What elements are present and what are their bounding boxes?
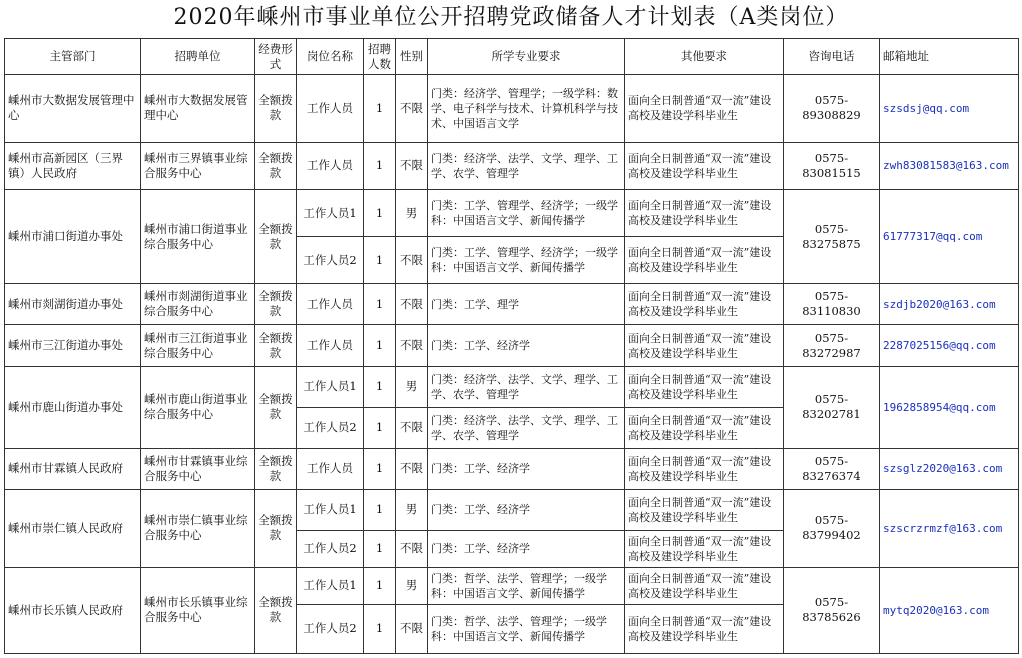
cell-gender: 不限 <box>396 284 428 325</box>
cell-other: 面向全日制普通“双一流”建设高校及建设学科毕业生 <box>625 142 784 189</box>
cell-gender: 男 <box>396 567 428 604</box>
cell-gender: 男 <box>396 366 428 407</box>
cell-dept: 嵊州市浦口街道办事处 <box>5 189 141 283</box>
cell-count: 1 <box>364 448 396 489</box>
cell-gender: 不限 <box>396 407 428 448</box>
header-dept: 主管部门 <box>5 39 141 75</box>
header-gender: 性别 <box>396 39 428 75</box>
cell-unit: 嵊州市剡湖街道事业综合服务中心 <box>141 284 255 325</box>
cell-dept: 嵊州市长乐镇人民政府 <box>5 567 141 653</box>
cell-unit: 嵊州市浦口街道事业综合服务中心 <box>141 189 255 283</box>
cell-fund: 全额拨款 <box>255 189 297 283</box>
cell-phone: 0575-83202781 <box>784 366 880 448</box>
table-row <box>5 284 1019 325</box>
cell-major: 门类：经济学、法学、文学、理学、工学、农学、管理学 <box>428 407 625 448</box>
cell-gender: 不限 <box>396 448 428 489</box>
table-row <box>5 448 1019 489</box>
cell-email: szsglz2020@163.com <box>880 448 1019 489</box>
cell-major: 门类：工学、管理学、经济学；一级学科：中国语言文学、新闻传播学 <box>428 237 625 284</box>
cell-other: 面向全日制普通“双一流”建设高校及建设学科毕业生 <box>625 407 784 448</box>
cell-unit: 嵊州市三界镇事业综合服务中心 <box>141 142 255 189</box>
cell-fund: 全额拨款 <box>255 75 297 143</box>
cell-fund: 全额拨款 <box>255 448 297 489</box>
cell-other: 面向全日制普通“双一流”建设高校及建设学科毕业生 <box>625 448 784 489</box>
cell-email: mytq2020@163.com <box>880 567 1019 653</box>
cell-gender: 不限 <box>396 530 428 567</box>
cell-other: 面向全日制普通“双一流”建设高校及建设学科毕业生 <box>625 567 784 604</box>
cell-phone: 0575-89308829 <box>784 75 880 143</box>
cell-major: 门类：哲学、法学、管理学；一级学科：中国语言文学、新闻传播学 <box>428 567 625 604</box>
cell-count: 1 <box>364 142 396 189</box>
cell-count: 1 <box>364 189 396 236</box>
cell-dept: 嵊州市高新园区（三界镇）人民政府 <box>5 142 141 189</box>
cell-count: 1 <box>364 407 396 448</box>
cell-post: 工作人员 <box>297 142 364 189</box>
header-fund: 经费形式 <box>255 39 297 75</box>
header-phone: 咨询电话 <box>784 39 880 75</box>
cell-count: 1 <box>364 366 396 407</box>
table-row <box>5 75 1019 143</box>
cell-fund: 全额拨款 <box>255 567 297 653</box>
header-other: 其他要求 <box>625 39 784 75</box>
cell-other: 面向全日制普通“双一流”建设高校及建设学科毕业生 <box>625 284 784 325</box>
cell-post: 工作人员2 <box>297 604 364 653</box>
cell-major: 门类：哲学、法学、管理学；一级学科：中国语言文学、新闻传播学 <box>428 604 625 653</box>
cell-count: 1 <box>364 284 396 325</box>
cell-dept: 嵊州市甘霖镇人民政府 <box>5 448 141 489</box>
cell-email: szdjb2020@163.com <box>880 284 1019 325</box>
cell-gender: 不限 <box>396 604 428 653</box>
cell-count: 1 <box>364 237 396 284</box>
cell-fund: 全额拨款 <box>255 489 297 567</box>
cell-phone: 0575-83275875 <box>784 189 880 283</box>
table-row <box>5 567 1019 604</box>
cell-major: 门类：工学、理学 <box>428 284 625 325</box>
header-post: 岗位名称 <box>297 39 364 75</box>
cell-post: 工作人员2 <box>297 237 364 284</box>
cell-other: 面向全日制普通“双一流”建设高校及建设学科毕业生 <box>625 530 784 567</box>
cell-post: 工作人员1 <box>297 366 364 407</box>
cell-other: 面向全日制普通“双一流”建设高校及建设学科毕业生 <box>625 75 784 143</box>
cell-phone: 0575-83276374 <box>784 448 880 489</box>
table-row <box>5 325 1019 366</box>
cell-fund: 全额拨款 <box>255 366 297 448</box>
cell-email: 1962858954@qq.com <box>880 366 1019 448</box>
cell-dept: 嵊州市三江街道办事处 <box>5 325 141 366</box>
cell-other: 面向全日制普通“双一流”建设高校及建设学科毕业生 <box>625 237 784 284</box>
table-row <box>5 189 1019 236</box>
cell-major: 门类：经济学、管理学；一级学科：数学、电子科学与技术、计算机科学与技术、中国语言文学 <box>428 75 625 143</box>
cell-major: 门类：经济学、法学、文学、理学、工学、农学、管理学 <box>428 366 625 407</box>
cell-post: 工作人员2 <box>297 530 364 567</box>
cell-other: 面向全日制普通“双一流”建设高校及建设学科毕业生 <box>625 189 784 236</box>
cell-major: 门类：工学、经济学 <box>428 489 625 530</box>
cell-dept: 嵊州市崇仁镇人民政府 <box>5 489 141 567</box>
cell-phone: 0575-83272987 <box>784 325 880 366</box>
cell-gender: 男 <box>396 489 428 530</box>
cell-count: 1 <box>364 530 396 567</box>
cell-major: 门类：工学、经济学 <box>428 448 625 489</box>
cell-dept: 嵊州市大数据发展管理中心 <box>5 75 141 143</box>
header-email: 邮箱地址 <box>880 39 1019 75</box>
cell-unit: 嵊州市大数据发展管理中心 <box>141 75 255 143</box>
cell-other: 面向全日制普通“双一流”建设高校及建设学科毕业生 <box>625 604 784 653</box>
cell-phone: 0575-83785626 <box>784 567 880 653</box>
cell-email: szsdsj@qq.com <box>880 75 1019 143</box>
cell-post: 工作人员1 <box>297 189 364 236</box>
cell-email: 2287025156@qq.com <box>880 325 1019 366</box>
cell-unit: 嵊州市鹿山街道事业综合服务中心 <box>141 366 255 448</box>
cell-post: 工作人员1 <box>297 489 364 530</box>
cell-fund: 全额拨款 <box>255 142 297 189</box>
header-count: 招聘人数 <box>364 39 396 75</box>
cell-gender: 不限 <box>396 75 428 143</box>
cell-count: 1 <box>364 325 396 366</box>
table-row <box>5 142 1019 189</box>
cell-unit: 嵊州市甘霖镇事业综合服务中心 <box>141 448 255 489</box>
cell-post: 工作人员1 <box>297 567 364 604</box>
cell-unit: 嵊州市三江街道事业综合服务中心 <box>141 325 255 366</box>
cell-email: szscrzrmzf@163.com <box>880 489 1019 567</box>
cell-other: 面向全日制普通“双一流”建设高校及建设学科毕业生 <box>625 325 784 366</box>
cell-gender: 不限 <box>396 325 428 366</box>
cell-phone: 0575-83081515 <box>784 142 880 189</box>
cell-post: 工作人员 <box>297 284 364 325</box>
cell-dept: 嵊州市剡湖街道办事处 <box>5 284 141 325</box>
cell-count: 1 <box>364 489 396 530</box>
cell-major: 门类：工学、经济学 <box>428 325 625 366</box>
cell-other: 面向全日制普通“双一流”建设高校及建设学科毕业生 <box>625 366 784 407</box>
cell-major: 门类：工学、经济学 <box>428 530 625 567</box>
cell-gender: 男 <box>396 189 428 236</box>
cell-other: 面向全日制普通“双一流”建设高校及建设学科毕业生 <box>625 489 784 530</box>
cell-major: 门类：经济学、法学、文学、理学、工学、农学、管理学 <box>428 142 625 189</box>
cell-unit: 嵊州市崇仁镇事业综合服务中心 <box>141 489 255 567</box>
header-major: 所学专业要求 <box>428 39 625 75</box>
cell-gender: 不限 <box>396 142 428 189</box>
cell-dept: 嵊州市鹿山街道办事处 <box>5 366 141 448</box>
cell-post: 工作人员 <box>297 448 364 489</box>
cell-unit: 嵊州市长乐镇事业综合服务中心 <box>141 567 255 653</box>
cell-phone: 0575-83799402 <box>784 489 880 567</box>
cell-count: 1 <box>364 567 396 604</box>
cell-post: 工作人员 <box>297 325 364 366</box>
cell-count: 1 <box>364 75 396 143</box>
page-title: 2020年嵊州市事业单位公开招聘党政储备人才计划表（A类岗位） <box>173 5 849 30</box>
cell-phone: 0575-83110830 <box>784 284 880 325</box>
cell-email: zwh83081583@163.com <box>880 142 1019 189</box>
table-row <box>5 489 1019 530</box>
recruitment-table <box>4 38 1019 654</box>
cell-fund: 全额拨款 <box>255 325 297 366</box>
cell-count: 1 <box>364 604 396 653</box>
cell-major: 门类：工学、管理学、经济学；一级学科：中国语言文学、新闻传播学 <box>428 189 625 236</box>
header-row <box>5 39 1019 75</box>
cell-post: 工作人员 <box>297 75 364 143</box>
cell-fund: 全额拨款 <box>255 284 297 325</box>
cell-post: 工作人员2 <box>297 407 364 448</box>
table-row <box>5 366 1019 407</box>
cell-email: 61777317@qq.com <box>880 189 1019 283</box>
cell-gender: 不限 <box>396 237 428 284</box>
header-unit: 招聘单位 <box>141 39 255 75</box>
